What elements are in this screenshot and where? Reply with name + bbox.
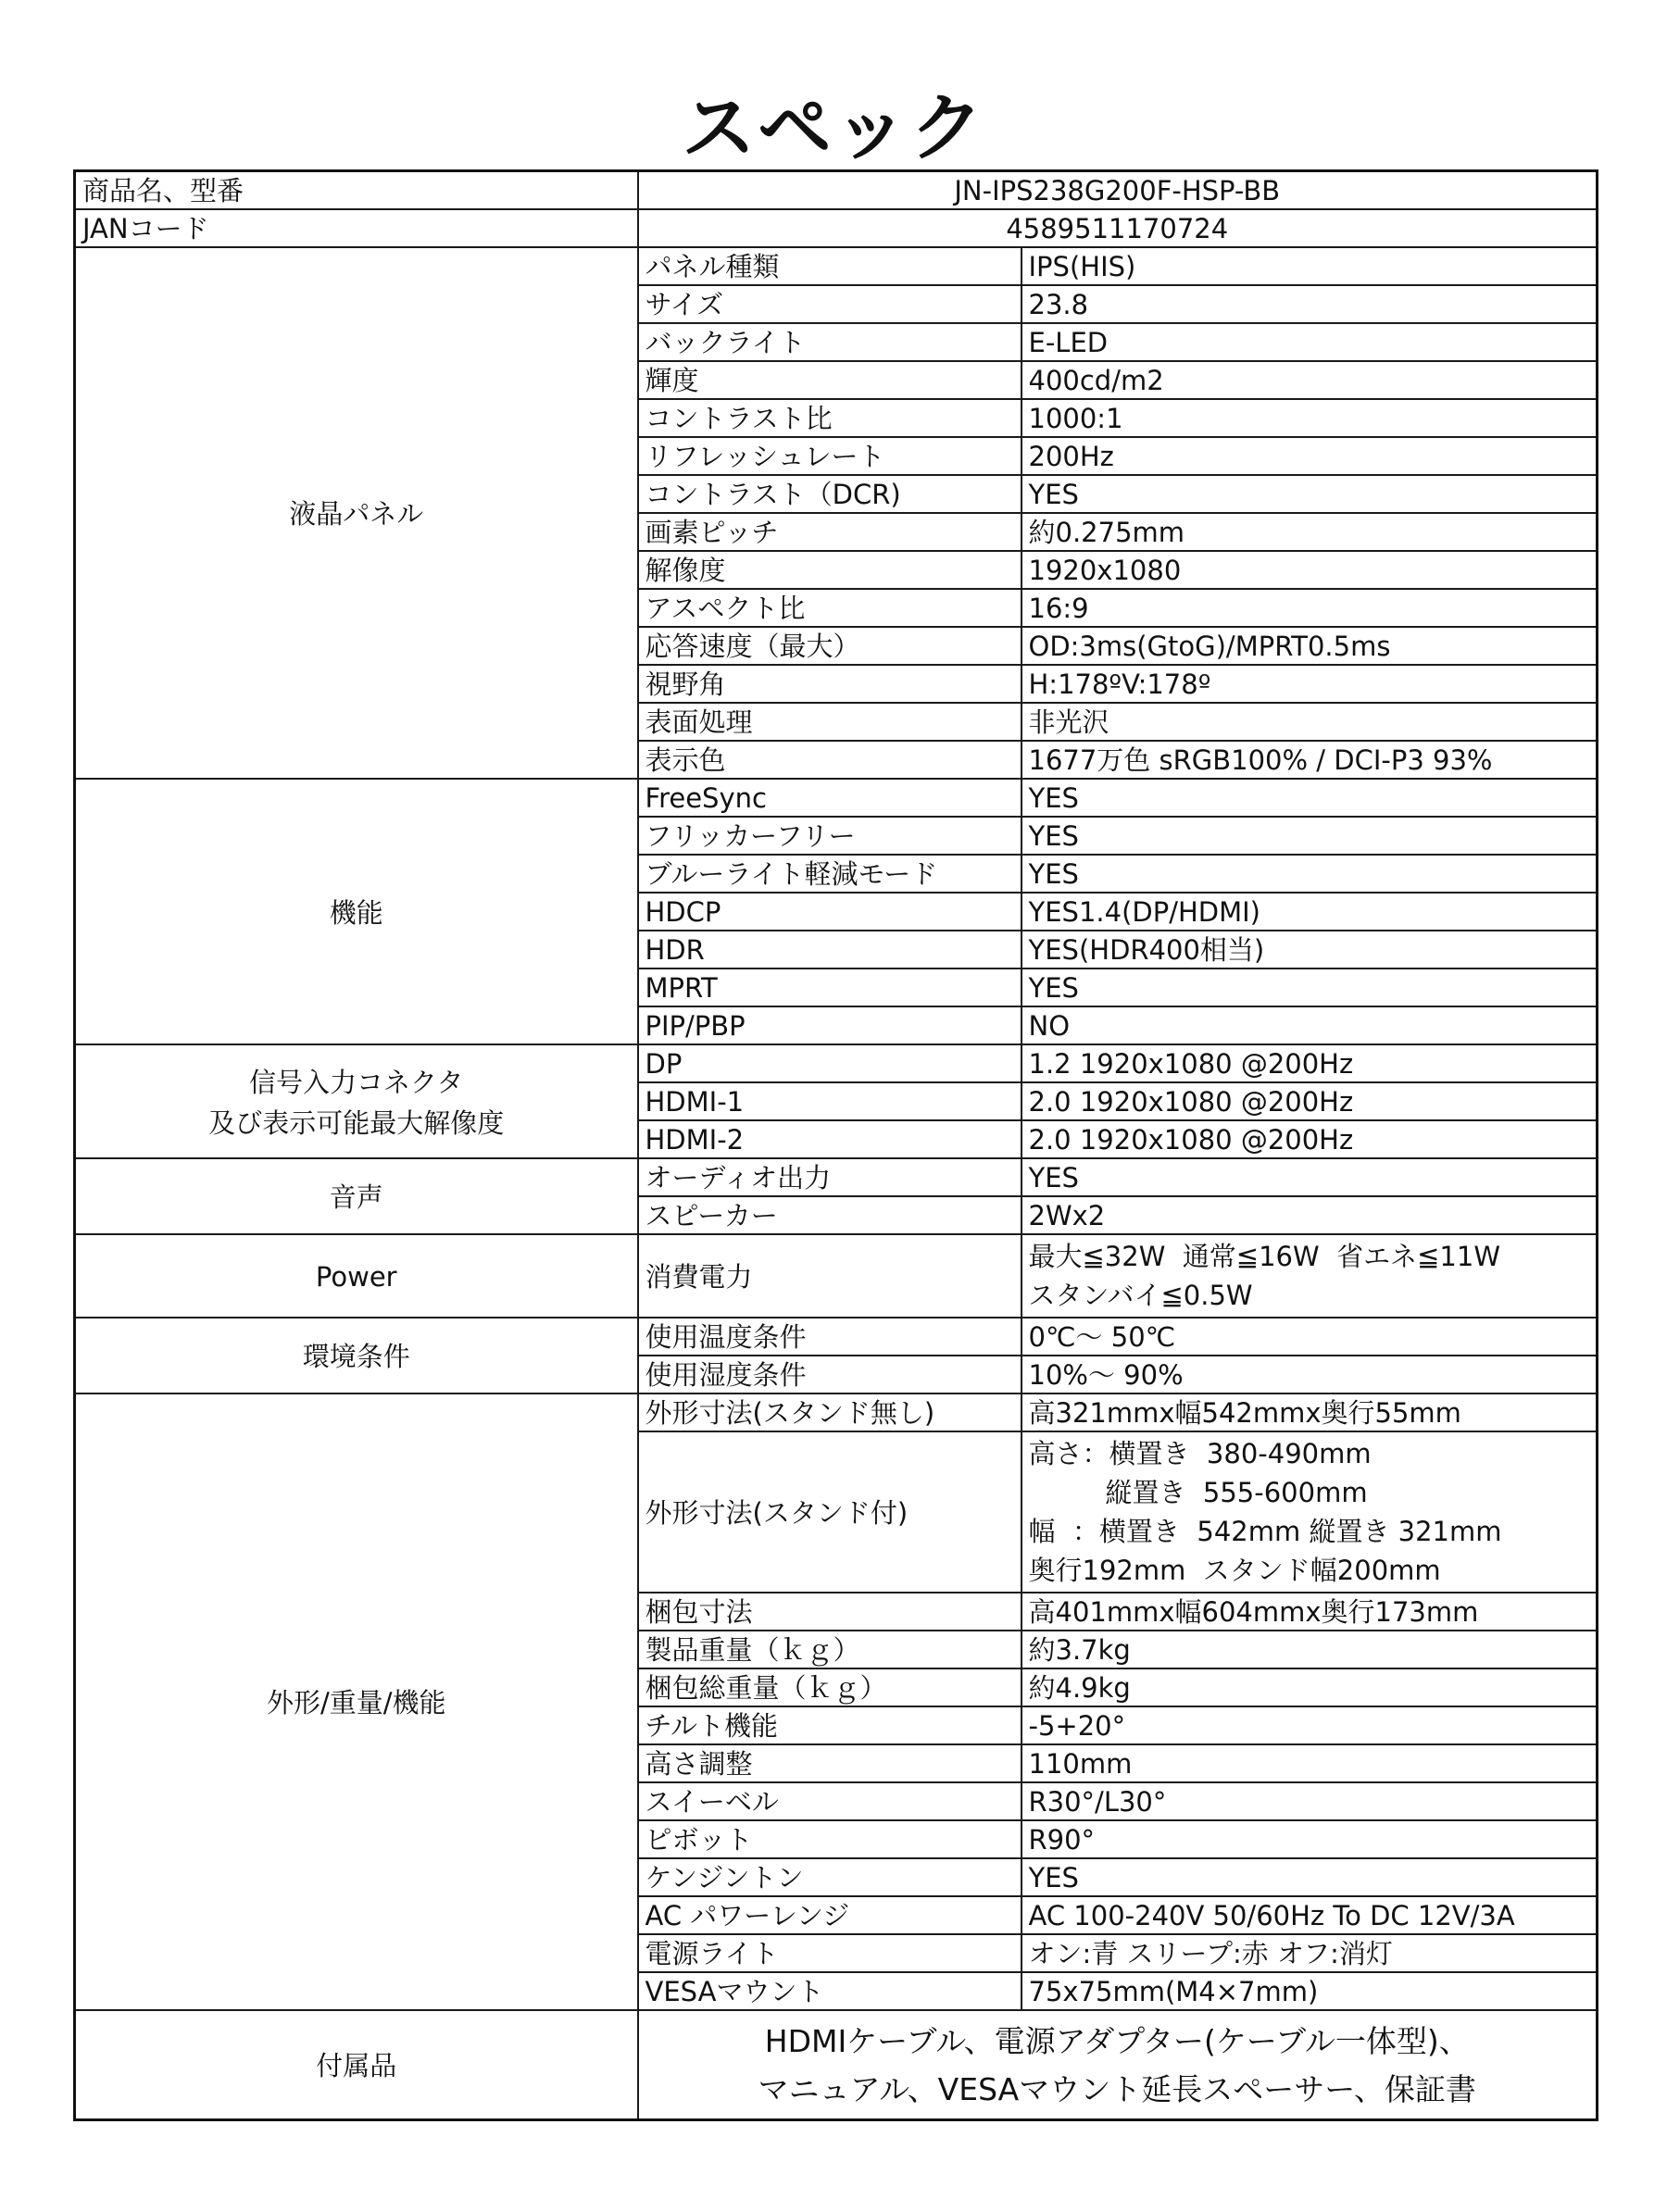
spec-label: 輝度 <box>638 361 1022 399</box>
spec-value: 約3.7kg <box>1022 1631 1598 1668</box>
spec-label: コントラスト（DCR) <box>638 475 1022 513</box>
spec-value: R30°/L30° <box>1022 1782 1598 1820</box>
spec-label: コントラスト比 <box>638 399 1022 437</box>
spec-label: 画素ピッチ <box>638 513 1022 551</box>
spec-value: -5+20° <box>1022 1706 1598 1744</box>
spec-row <box>75 1044 1598 1082</box>
spec-label: 梱包寸法 <box>638 1593 1022 1631</box>
spec-value: 1000:1 <box>1022 399 1598 437</box>
spec-label: HDR <box>638 931 1022 969</box>
spec-value: 高321mmx幅542mmx奥行55mm <box>1022 1393 1598 1431</box>
accessories-label: 付属品 <box>75 2010 638 2119</box>
spec-value: R90° <box>1022 1820 1598 1858</box>
spec-value: H:178ºV:178º <box>1022 665 1598 703</box>
spec-value: 200Hz <box>1022 437 1598 475</box>
spec-row <box>75 779 1598 817</box>
spec-value: 400cd/m2 <box>1022 361 1598 399</box>
spec-value: 1920x1080 <box>1022 551 1598 589</box>
section-category: 音声 <box>75 1158 638 1234</box>
spec-value: YES <box>1022 817 1598 855</box>
spec-value: YES1.4(DP/HDMI) <box>1022 893 1598 931</box>
spec-label: アスペクト比 <box>638 589 1022 627</box>
spec-row <box>75 1318 1598 1356</box>
spec-label: 表面処理 <box>638 703 1022 741</box>
spec-value: 高さ：横置き 380-490mm 縦置き 555-600mm 幅 ：横置き 542mm 縦置き 321mm 奥行192mm スタンド幅200mm <box>1022 1431 1598 1593</box>
spec-value: 1.2 1920x1080 @200Hz <box>1022 1044 1598 1082</box>
spec-row <box>75 247 1598 285</box>
spec-value: AC 100-240V 50/60Hz To DC 12V/3A <box>1022 1896 1598 1934</box>
spec-value: 約0.275mm <box>1022 513 1598 551</box>
spec-label: バックライト <box>638 323 1022 361</box>
spec-label: フリッカーフリー <box>638 817 1022 855</box>
spec-label: 使用湿度条件 <box>638 1356 1022 1393</box>
section-category: 機能 <box>75 779 638 1044</box>
spec-value: YES <box>1022 779 1598 817</box>
section-category: 環境条件 <box>75 1318 638 1393</box>
accessories-value: HDMIケーブル、電源アダプター(ケーブル一体型)、 マニュアル、VESAマウント延長スペーサー、保証書 <box>638 2010 1598 2119</box>
spec-label: チルト機能 <box>638 1706 1022 1744</box>
spec-label: サイズ <box>638 285 1022 323</box>
spec-value: YES <box>1022 1158 1598 1196</box>
spec-value: OD:3ms(GtoG)/MPRT0.5ms <box>1022 627 1598 665</box>
spec-label: 製品重量（ｋｇ） <box>638 1631 1022 1668</box>
header-label: 商品名、型番 <box>75 171 638 210</box>
spec-label: ケンジントン <box>638 1858 1022 1896</box>
header-value: JN-IPS238G200F-HSP-BB <box>638 171 1598 210</box>
spec-label: オーディオ出力 <box>638 1158 1022 1196</box>
spec-label: 外形寸法(スタンド付) <box>638 1431 1022 1593</box>
spec-label: リフレッシュレート <box>638 437 1022 475</box>
spec-value: 約4.9kg <box>1022 1668 1598 1706</box>
spec-value: 1677万色 sRGB100% / DCI-P3 93% <box>1022 741 1598 779</box>
header-value: 4589511170724 <box>638 209 1598 247</box>
spec-value: IPS(HIS) <box>1022 247 1598 285</box>
spec-label: 表示色 <box>638 741 1022 779</box>
spec-label: 使用温度条件 <box>638 1318 1022 1356</box>
spec-value: 高401mmx幅604mmx奥行173mm <box>1022 1593 1598 1631</box>
section-category: Power <box>75 1234 638 1318</box>
spec-label: パネル種類 <box>638 247 1022 285</box>
spec-label: 梱包総重量（ｋｇ） <box>638 1668 1022 1706</box>
spec-label: 電源ライト <box>638 1934 1022 1972</box>
spec-label: MPRT <box>638 969 1022 1006</box>
spec-row <box>75 1393 1598 1431</box>
header-label: JANコード <box>75 209 638 247</box>
spec-label: 消費電力 <box>638 1234 1022 1318</box>
spec-label: ピボット <box>638 1820 1022 1858</box>
spec-value: 0℃～ 50℃ <box>1022 1318 1598 1356</box>
spec-value: 2.0 1920x1080 @200Hz <box>1022 1120 1598 1158</box>
spec-label: HDCP <box>638 893 1022 931</box>
page-title: スペック <box>682 84 985 171</box>
spec-label: 外形寸法(スタンド無し) <box>638 1393 1022 1431</box>
spec-value: YES <box>1022 1858 1598 1896</box>
spec-value: YES <box>1022 969 1598 1006</box>
spec-value: 2.0 1920x1080 @200Hz <box>1022 1082 1598 1120</box>
spec-label: スピーカー <box>638 1196 1022 1234</box>
spec-value: 非光沢 <box>1022 703 1598 741</box>
spec-value: オン:青 スリープ:赤 オフ:消灯 <box>1022 1934 1598 1972</box>
spec-label: HDMI-1 <box>638 1082 1022 1120</box>
spec-value: 110mm <box>1022 1744 1598 1782</box>
accessories-row <box>75 2010 1598 2119</box>
spec-label: 視野角 <box>638 665 1022 703</box>
spec-label: ブルーライト軽減モード <box>638 855 1022 893</box>
spec-label: 高さ調整 <box>638 1744 1022 1782</box>
spec-label: VESAマウント <box>638 1972 1022 2010</box>
spec-value: NO <box>1022 1006 1598 1044</box>
section-category: 液晶パネル <box>75 247 638 779</box>
spec-label: PIP/PBP <box>638 1006 1022 1044</box>
spec-label: HDMI-2 <box>638 1120 1022 1158</box>
section-category: 信号入力コネクタ 及び表示可能最大解像度 <box>75 1044 638 1158</box>
spec-value: YES <box>1022 475 1598 513</box>
spec-value: YES <box>1022 855 1598 893</box>
spec-value: 16:9 <box>1022 589 1598 627</box>
spec-row <box>75 1234 1598 1318</box>
spec-value: 2Wx2 <box>1022 1196 1598 1234</box>
spec-value: E-LED <box>1022 323 1598 361</box>
header-row <box>75 171 1598 210</box>
spec-value: 75x75mm(M4×7mm) <box>1022 1972 1598 2010</box>
spec-label: スイーベル <box>638 1782 1022 1820</box>
spec-row <box>75 1158 1598 1196</box>
spec-value: YES(HDR400相当) <box>1022 931 1598 969</box>
spec-label: AC パワーレンジ <box>638 1896 1022 1934</box>
spec-label: DP <box>638 1044 1022 1082</box>
spec-label: 解像度 <box>638 551 1022 589</box>
header-row <box>75 209 1598 247</box>
spec-value: 10%～ 90% <box>1022 1356 1598 1393</box>
spec-value: 最大≦32W 通常≦16W 省エネ≦11W スタンバイ≦0.5W <box>1022 1234 1598 1318</box>
spec-value: 23.8 <box>1022 285 1598 323</box>
section-category: 外形/重量/機能 <box>75 1393 638 2010</box>
spec-label: FreeSync <box>638 779 1022 817</box>
spec-table <box>73 169 1598 2121</box>
spec-label: 応答速度（最大） <box>638 627 1022 665</box>
